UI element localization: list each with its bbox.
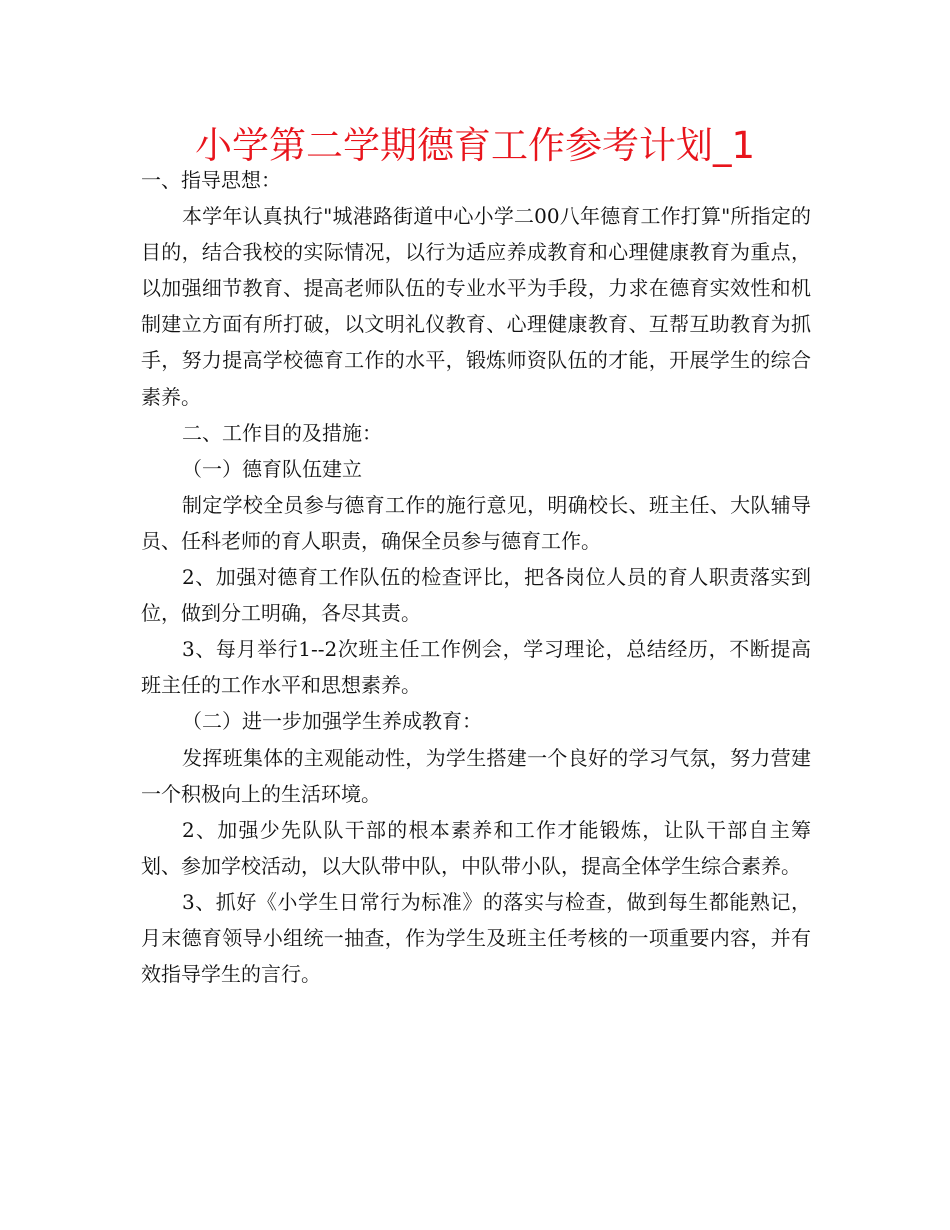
section-heading-goals-measures: 二、工作目的及措施： — [182, 420, 382, 445]
document-body — [141, 162, 811, 992]
subsection-heading-habit-education: （二）进一步加强学生养成教育： — [182, 709, 482, 734]
paragraph-team-building-1: 制定学校全员参与德育工作的施行意见，明确校长、班主任、大队辅导员、任科老师的育人职责，确保全员参与德育工作。 — [141, 492, 811, 553]
paragraph-team-building-3: 3、每月举行1--2次班主任工作例会，学习理论，总结经历，不断提高班主任的工作水平和思想素养。 — [141, 637, 811, 698]
paragraph-guiding-thought: 本学年认真执行"城港路街道中心小学二00八年德育工作打算"所指定的目的，结合我校的实际情况，以行为适应养成教育和心理健康教育为重点，以加强细节教育、提高老师队伍的专业水平为手段，力求在德育实效性和机制建立方面有所打破，以文明礼仪教育、心理健康教育、互帮互助教育为抓手，努力提高学校德育工作的水平，锻炼师资队伍的才能，开展学生的综合素养。 — [141, 204, 811, 409]
paragraph-habit-education-1: 发挥班集体的主观能动性，为学生搭建一个良好的学习气氛，努力营建一个积极向上的生活环境。 — [141, 745, 811, 806]
paragraph-habit-education-3: 3、抓好《小学生日常行为标准》的落实与检查，做到每生都能熟记，月末德育领导小组统一抽查，作为学生及班主任考核的一项重要内容，并有效指导学生的言行。 — [141, 889, 811, 987]
section-heading-guiding-thought: 一、指导思想： — [141, 168, 281, 192]
subsection-heading-team-building: （一）德育队伍建立 — [182, 456, 362, 481]
document-title: 小学第二学期德育工作参考计划_1 — [194, 124, 756, 167]
paragraph-team-building-2: 2、加强对德育工作队伍的检查评比，把各岗位人员的育人职责落实到位，做到分工明确，各尽其责。 — [141, 565, 811, 626]
paragraph-habit-education-2: 2、加强少先队队干部的根本素养和工作才能锻炼，让队干部自主筹划、参加学校活动，以大队带中队，中队带小队，提高全体学生综合素养。 — [141, 817, 811, 878]
